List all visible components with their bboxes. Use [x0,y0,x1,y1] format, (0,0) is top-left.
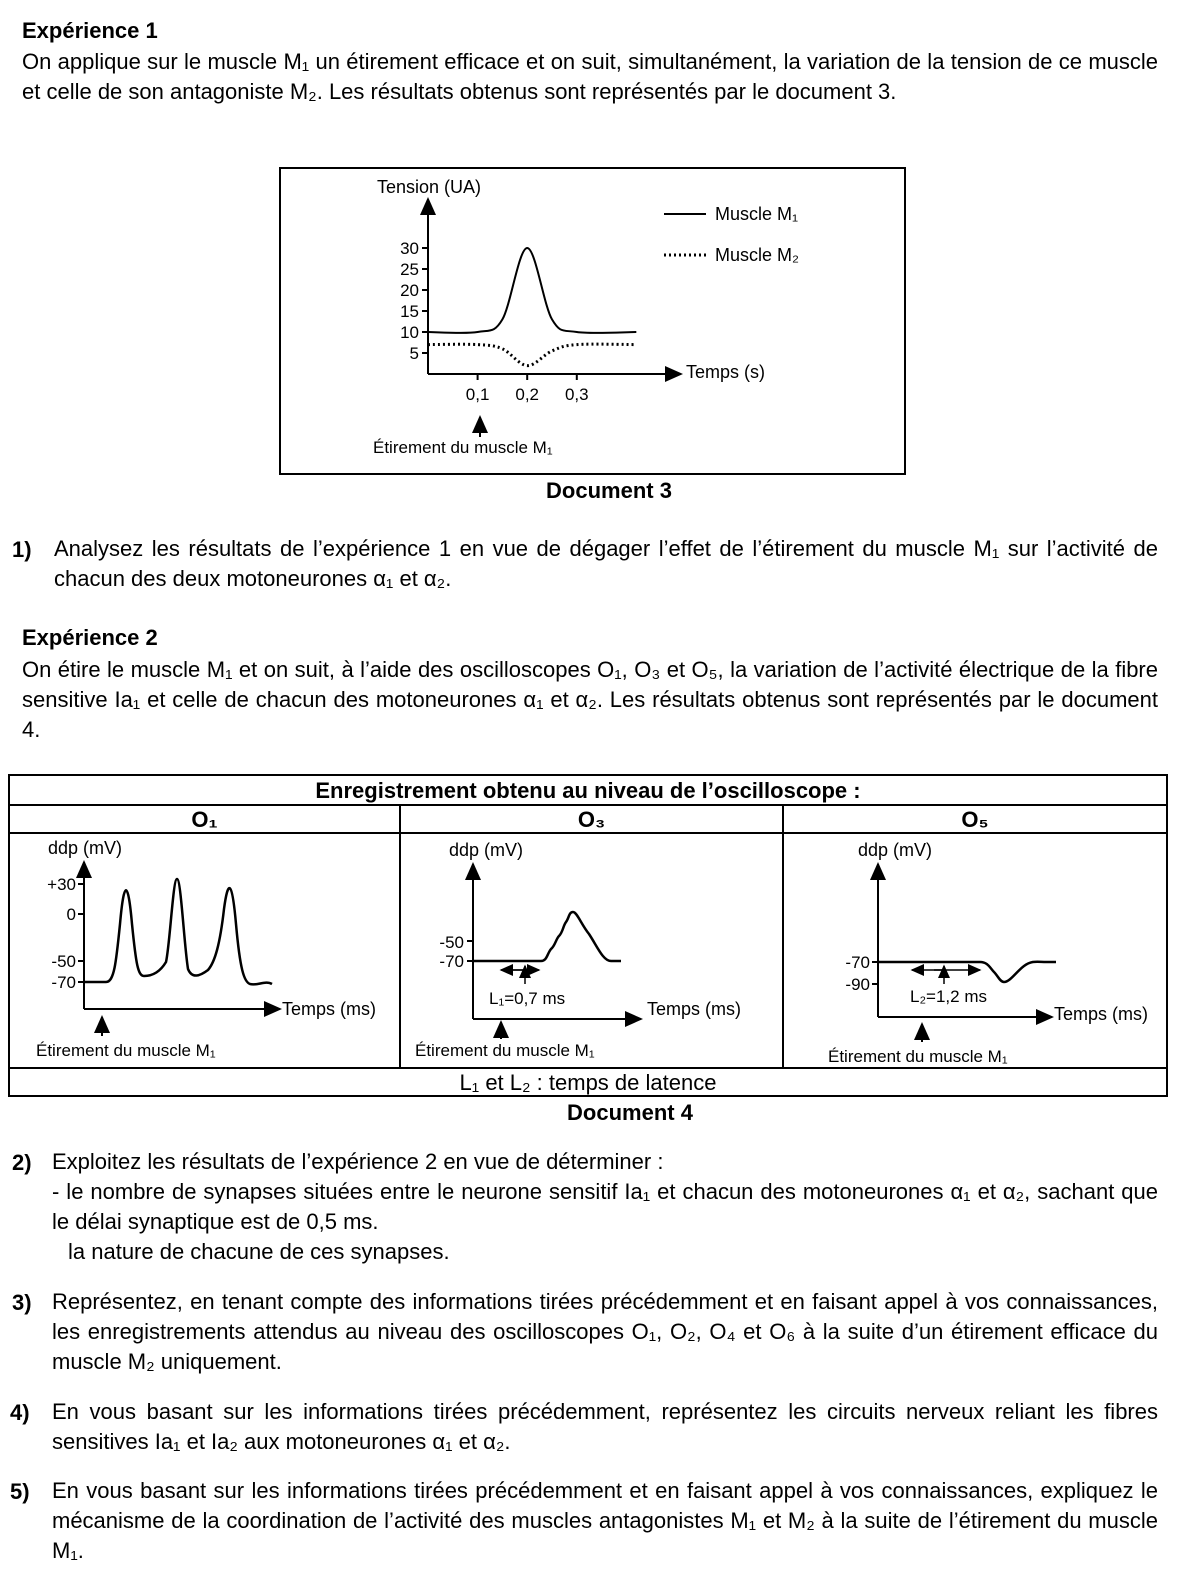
o3-latency-l1: L₁=0,7 ms [489,989,566,1008]
o1-tick: +30 [47,875,76,894]
doc4-col-o5: O₅ [782,804,1168,834]
legend-label-m2: Muscle M₂ [715,245,799,265]
y-tick-label: 25 [400,260,419,279]
doc4-table [8,774,1168,1100]
doc3-caption: Document 3 [546,478,672,503]
doc3-ylabel: Tension (UA) [377,177,482,197]
y-tick-label: 5 [409,344,419,363]
o3-tick: -70 [439,952,464,971]
o5-ylabel: ddp (mV) [858,840,933,860]
q1-number: 1) [12,537,32,562]
q1-text: Analysez les résultats de l’expérience 1 en vue de dégager l’effet de l’étirement du muscle M₁ sur l’activité de chacun des deux motoneurones α₁ et α₂. [54,536,1158,591]
o5-chart [784,834,1166,1067]
o5-trace [878,962,1056,982]
o5-tick: -90 [845,975,870,994]
y-tick-label: 20 [400,281,419,300]
y-tick-label: 30 [400,239,419,258]
doc3-frame [279,167,906,475]
o3-trace [473,912,621,961]
doc4-caption: Document 4 [567,1100,693,1125]
o1-chart [10,834,399,1067]
exp2-title: Expérience 2 [22,625,158,650]
legend-label-m1: Muscle M₁ [715,204,799,224]
doc3-chart [281,169,904,473]
x-tick-label: 0,3 [564,385,589,404]
q2-line3: la nature de chacune de ces synapses. [68,1239,450,1264]
doc4-col-o3: O₃ [399,804,784,834]
doc4-cell-o1 [8,832,401,1069]
doc3-annotation: Étirement du muscle M₁ [373,438,553,457]
o1-tick: -70 [51,973,76,992]
q4-text: En vous basant sur les informations tirées précédemment, représentez les circuits nerveux reliant les fibres sensitives Ia₁ et Ia₂ aux motoneurones α₁ et α₂. [52,1399,1158,1454]
o3-ylabel: ddp (mV) [449,840,524,860]
y-tick-label: 10 [400,323,419,342]
exp1-title: Expérience 1 [22,18,158,43]
x-tick-label: 0,2 [515,385,540,404]
o3-tick: -50 [439,933,464,952]
q3-text: Représentez, en tenant compte des informations tirées précédemment et en faisant appel à vos connaissances, les enregistrements attendus au niveau des oscilloscopes O₁, O₂, O₄ et O₆ à la suite d’un étirement efficace du muscle M₂ uniquement. [52,1289,1158,1374]
doc4-header: Enregistrement obtenu au niveau de l’oscilloscope : [8,774,1168,806]
o3-stim-label: Étirement du muscle M₁ [415,1041,595,1060]
doc4-cell-o5 [782,832,1168,1069]
q4-number: 4) [10,1400,30,1425]
q5-text: En vous basant sur les informations tirées précédemment et en faisant appel à vos connaissances, expliquez le mécanisme de la coordination de l’activité des muscles antagonistes M₁ et M₂ à la suite de l’étirement du muscle M₁. [52,1478,1158,1563]
q5-number: 5) [10,1479,30,1504]
o1-stim-label: Étirement du muscle M₁ [36,1041,216,1060]
o3-chart [401,834,782,1067]
q2-line1: Exploitez les résultats de l’expérience 2 en vue de déterminer : [52,1149,664,1174]
exp1-text: On applique sur le muscle M₁ un étirement efficace et on suit, simultanément, la variation de la tension de ce muscle et celle de son antagoniste M₂. Les résultats obtenus sont représentés par le document 3. [22,49,1158,104]
o1-xlabel: Temps (ms) [282,999,376,1019]
o5-stim-label: Étirement du muscle M₁ [828,1047,1008,1066]
o5-latency-l2: L₂=1,2 ms [910,987,987,1006]
q2-number: 2) [12,1150,32,1175]
series-muscle-m1 [428,248,636,333]
o3-xlabel: Temps (ms) [647,999,741,1019]
o1-tick: 0 [66,905,76,924]
q3-number: 3) [12,1290,32,1315]
o1-trace [84,879,272,984]
doc4-col-o1: O₁ [8,804,401,834]
q2-line2: - le nombre de synapses situées entre le neurone sensitif Ia₁ et chacun des motoneurones α₁ et α₂, sachant que le délai synaptique est de 0,5 ms. [52,1179,1158,1234]
o1-tick: -50 [51,952,76,971]
exp2-text: On étire le muscle M₁ et on suit, à l’aide des oscilloscopes O₁, O₃ et O₅, la variation de l’activité électrique de la fibre sensitive Ia₁ et celle de chacun des motoneurones α₁ et α₂. Les résultats obtenus sont représentés par le document 4. [22,657,1158,742]
doc4-footer: L₁ et L₂ : temps de latence [8,1067,1168,1097]
doc3-xlabel: Temps (s) [686,362,766,382]
o1-ylabel: ddp (mV) [48,838,123,858]
o5-xlabel: Temps (ms) [1054,1004,1148,1024]
o5-tick: -70 [845,953,870,972]
y-tick-label: 15 [400,302,419,321]
doc4-cell-o3 [399,832,784,1069]
x-tick-label: 0,1 [465,385,490,404]
series-muscle-m2 [428,344,636,365]
